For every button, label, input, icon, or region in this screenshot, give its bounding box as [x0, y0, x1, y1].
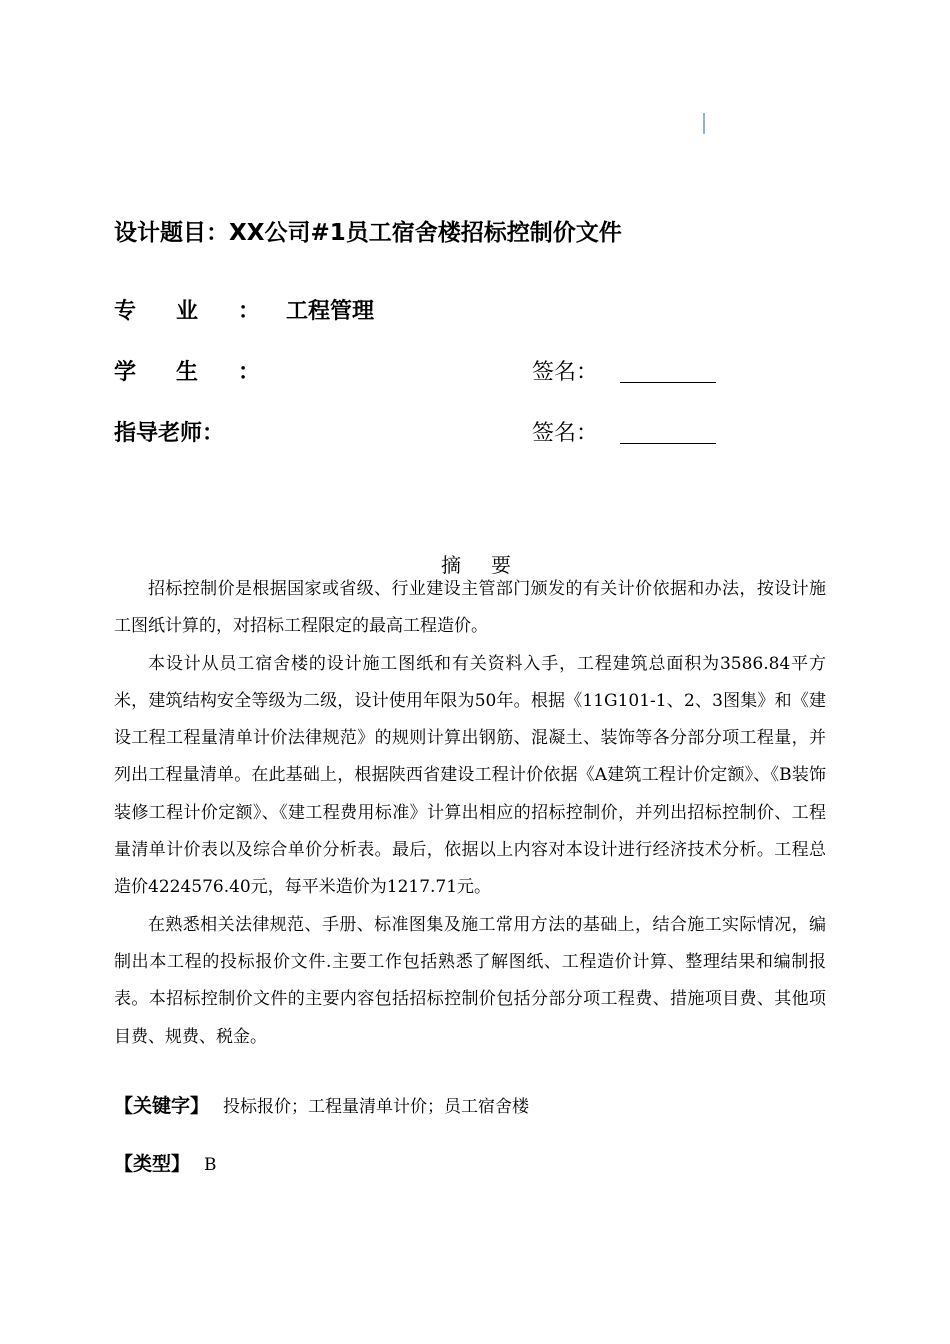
student-field [114, 355, 300, 386]
abstract-heading: 摘要 [441, 553, 541, 577]
signature-blank-line [620, 360, 716, 383]
keywords-value: 投标报价；工程量清单计价；员工宿舍楼 [223, 1097, 530, 1117]
advisor-signature [532, 416, 716, 447]
student-signature [532, 355, 716, 386]
type-line [114, 1149, 217, 1176]
title-value: XX公司#1员工宿舍楼招标控制价文件 [229, 220, 622, 246]
signature-label: 签名： [532, 360, 599, 385]
keywords-label: 【关键字】 [114, 1095, 210, 1117]
abstract-paragraph: 在熟悉相关法律规范、手册、标准图集及施工常用方法的基础上，结合施工实际情况，编制出本工程的投标报价文件.主要工作包括熟悉了解图纸、工程造价计算、整理结果和编制报表。本招标控制价文件的主要内容包括招标控制价包括分部分项工程费、措施项目费、其他项目费、规费、税金。 [114, 914, 826, 1047]
student-label: 学生： [114, 360, 301, 385]
major-label: 专业： [114, 299, 301, 324]
abstract-body [114, 571, 826, 1056]
text-cursor-mark [703, 113, 705, 134]
keywords-line [114, 1091, 529, 1118]
signature-blank-line [620, 421, 716, 444]
title-label: 设计题目： [114, 220, 229, 246]
abstract-paragraph: 招标控制价是根据国家或省级、行业建设主管部门颁发的有关计价依据和办法，按设计施工图纸计算的，对招标工程限定的最高工程造价。 [114, 579, 826, 637]
major-value: 工程管理 [286, 299, 375, 324]
type-label: 【类型】 [114, 1153, 191, 1175]
advisor-field [114, 416, 224, 447]
advisor-label: 指导老师： [114, 421, 225, 446]
document-title [114, 214, 622, 247]
abstract-paragraph: 本设计从员工宿舍楼的设计施工图纸和有关资料入手，工程建筑总面积为3586.84平方米，建筑结构安全等级为二级，设计使用年限为50年。根据《11G101-1、2、3图集》和《建设工程工程量清单计价法律规范》的规则计算出钢筋、混凝土、装饰等各分部分项工程量，并列出工程量清单。在此基础上，根据陕西省建设工程计价依据《A建筑工程计价定额》、《B装饰装修工程计价定额》、《建工程费用标准》计算出相应的招标控制价，并列出招标控制价、工程量清单计价表以及综合单价分析表。最后，依据以上内容对本设计进行经济技术分析。工程总造价4224576.40元，每平米造价为1217.71元。 [114, 653, 826, 898]
type-value: B [204, 1155, 217, 1175]
signature-label: 签名： [532, 421, 599, 446]
major-field [114, 294, 374, 325]
